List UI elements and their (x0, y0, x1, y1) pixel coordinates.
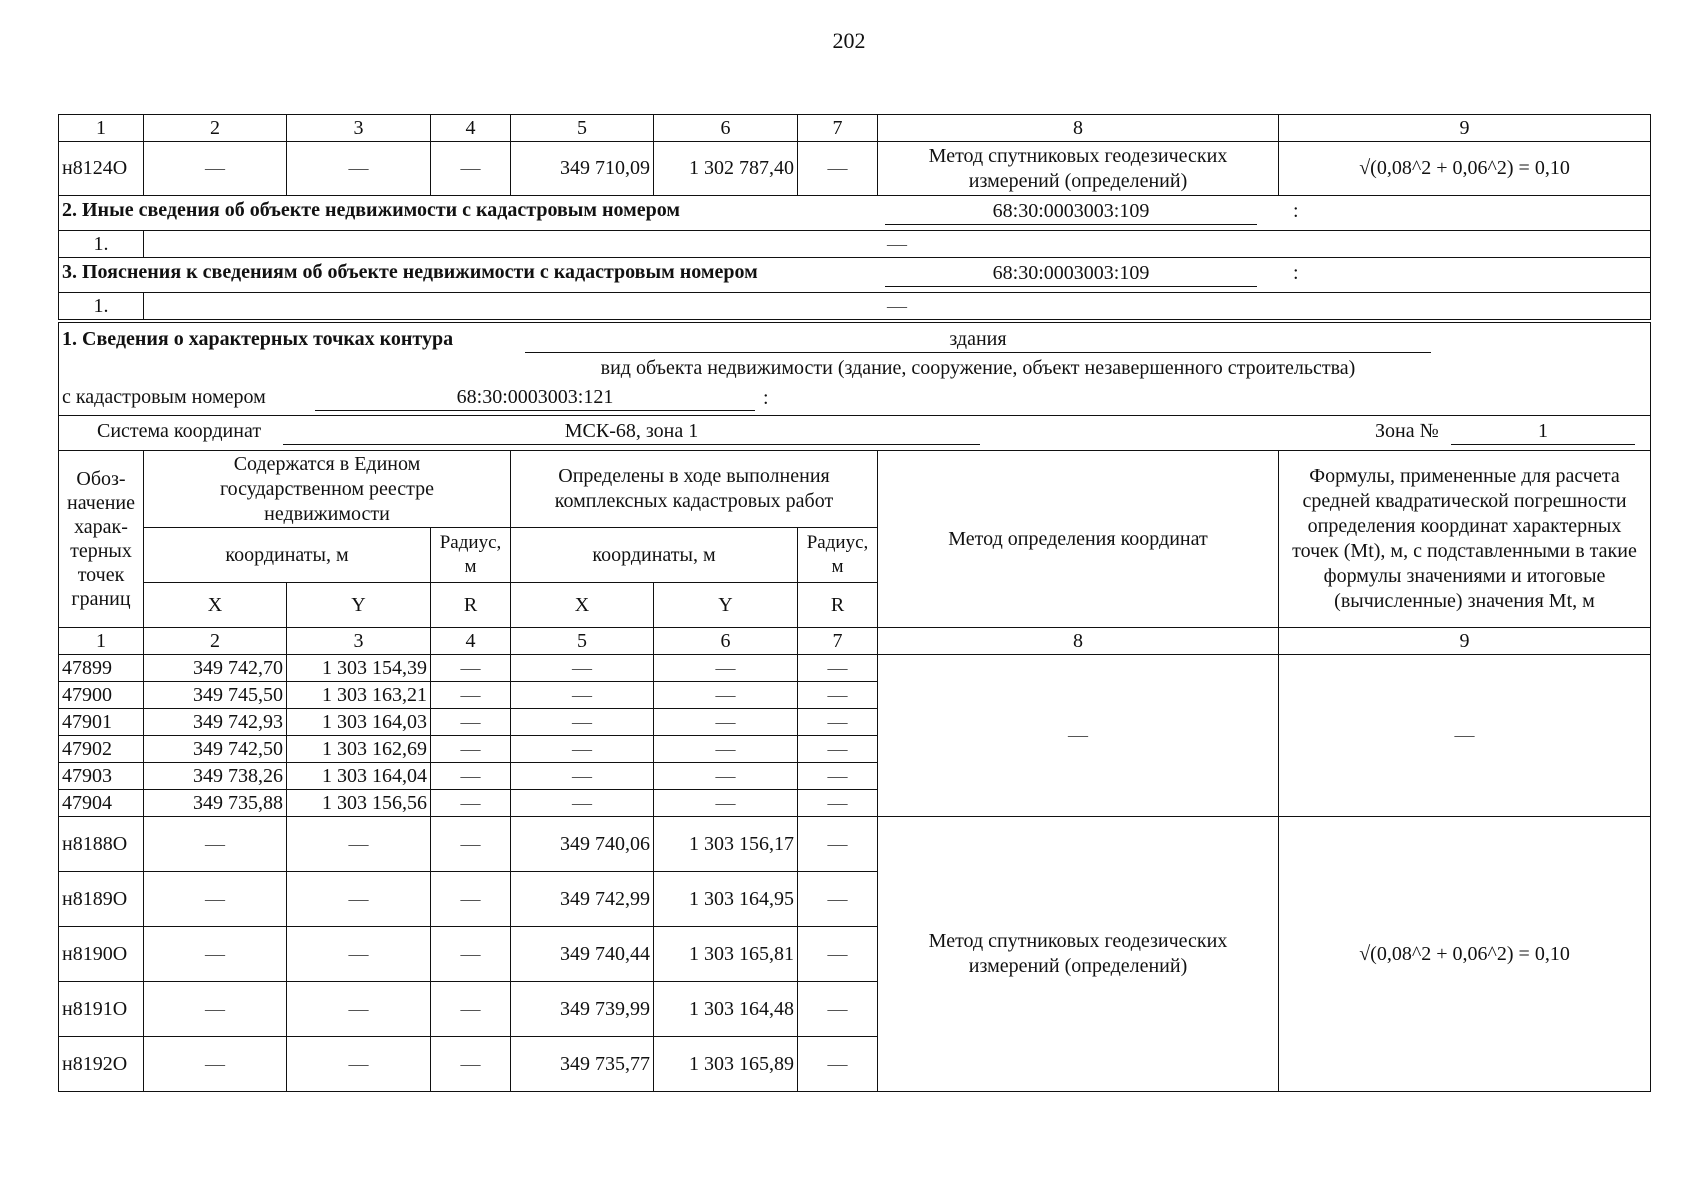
coord-x: 349 740,44 (511, 927, 654, 982)
column-number: 4 (431, 115, 511, 142)
header-row-1 (59, 451, 1651, 528)
formula-cell: √(0,08^2 + 0,06^2) = 0,10 (1279, 817, 1651, 1092)
point-id: н8188О (59, 817, 144, 872)
cadastral-sheet (58, 114, 1650, 1092)
section2-item (59, 231, 1651, 258)
column-number: 6 (654, 115, 798, 142)
formula-cell: √(0,08^2 + 0,06^2) = 0,10 (1279, 142, 1651, 196)
cell-dash: — (144, 817, 287, 872)
header-r: R (431, 583, 511, 628)
section3-cadnum: 68:30:0003003:109 (885, 261, 1257, 287)
cell-dash: — (144, 142, 287, 196)
coord-x: 349 739,99 (511, 982, 654, 1037)
point-id: н8189О (59, 872, 144, 927)
cell-dash: — (798, 709, 878, 736)
cell-dash: — (287, 142, 431, 196)
coord-y: 1 303 163,21 (287, 682, 431, 709)
cell-dash: — (798, 927, 878, 982)
cell-dash: — (431, 709, 511, 736)
cell-dash: — (654, 709, 798, 736)
coord-system-label: Система координат (97, 420, 262, 442)
header-method: Метод определения координат (878, 451, 1279, 628)
point-id: 47904 (59, 790, 144, 817)
cadnum-label: с кадастровым номером (62, 386, 266, 408)
header-formula: Формулы, примененные для расчета средней квадратической погрешности определения координат характерных точек (Mt), м, с подставленными в такие формулы значениями и итоговые (вычисленные) значения Mt, м (1279, 451, 1651, 628)
cell-dash: — (798, 817, 878, 872)
cell-dash: — (654, 736, 798, 763)
coord-x: 349 740,06 (511, 817, 654, 872)
coord-y: 1 303 156,56 (287, 790, 431, 817)
coord-x: 349 742,93 (144, 709, 287, 736)
cell-dash: — (144, 872, 287, 927)
coord-y: 1 302 787,40 (654, 142, 798, 196)
cell-dash: — (511, 682, 654, 709)
column-number: 1 (59, 628, 144, 655)
column-number: 5 (511, 628, 654, 655)
points-table (58, 114, 1651, 1092)
coord-x: 349 735,77 (511, 1037, 654, 1092)
section1-cadnum: 68:30:0003003:121 (315, 385, 755, 411)
point-id: н8124О (59, 142, 144, 196)
column-number: 8 (878, 115, 1279, 142)
point-id: н8190О (59, 927, 144, 982)
section3-header (59, 258, 1651, 293)
cell-dash: — (431, 817, 511, 872)
header-x: X (511, 583, 654, 628)
cell-dash: — (431, 655, 511, 682)
cell-dash: — (798, 736, 878, 763)
point-id: 47902 (59, 736, 144, 763)
item-number: 1. (59, 231, 144, 258)
section3-title: 3. Пояснения к сведениям об объекте недвижимости с кадастровым номером (62, 261, 758, 283)
table-row (59, 655, 1651, 682)
cell-dash: — (511, 790, 654, 817)
cell-dash: — (798, 872, 878, 927)
header-point-designation: Обоз-начение харак-терных точек границ (59, 451, 144, 628)
coord-x: 349 735,88 (144, 790, 287, 817)
item-value: — (144, 293, 1651, 322)
header-ccw: Определены в ходе выполнения комплексных кадастровых работ (511, 451, 878, 528)
page-number: 202 (832, 28, 866, 53)
cell-dash: — (654, 763, 798, 790)
section3-item (59, 293, 1651, 322)
coord-y: 1 303 154,39 (287, 655, 431, 682)
object-type-hint: вид объекта недвижимости (здание, сооружение, объект незавершенного строительства) (600, 357, 1356, 379)
table-row (59, 142, 1651, 196)
cell-dash: — (431, 872, 511, 927)
point-id: 47900 (59, 682, 144, 709)
table-row (59, 817, 1651, 872)
coord-x: 349 742,70 (144, 655, 287, 682)
cell-dash: — (431, 736, 511, 763)
colon: : (1293, 200, 1299, 222)
coord-system-row (59, 416, 1651, 451)
column-number: 9 (1279, 628, 1651, 655)
coord-y: 1 303 162,69 (287, 736, 431, 763)
coord-y: 1 303 156,17 (654, 817, 798, 872)
column-number: 3 (287, 628, 431, 655)
coord-y: 1 303 164,95 (654, 872, 798, 927)
header-r: R (798, 583, 878, 628)
section2-cadnum: 68:30:0003003:109 (885, 199, 1257, 225)
coord-x: 349 742,99 (511, 872, 654, 927)
point-id: 47899 (59, 655, 144, 682)
object-type: здания (525, 327, 1431, 353)
zone-value: 1 (1451, 419, 1635, 445)
cell-dash: — (287, 817, 431, 872)
formula-cell: — (1279, 655, 1651, 817)
cell-dash: — (431, 982, 511, 1037)
cell-dash: — (798, 655, 878, 682)
cell-dash: — (798, 790, 878, 817)
coord-y: 1 303 165,81 (654, 927, 798, 982)
cell-dash: — (798, 982, 878, 1037)
section1-title: 1. Сведения о характерных точках контура (62, 328, 454, 350)
coord-x: 349 745,50 (144, 682, 287, 709)
coord-x: 349 742,50 (144, 736, 287, 763)
cell-dash: — (431, 927, 511, 982)
cell-dash: — (511, 655, 654, 682)
cell-dash: — (287, 1037, 431, 1092)
column-numbers-row (59, 628, 1651, 655)
header-coords-egrn: координаты, м (144, 528, 431, 583)
header-radius-egrn: Радиус, м (431, 528, 511, 583)
coord-x: 349 738,26 (144, 763, 287, 790)
column-number: 2 (144, 628, 287, 655)
column-number: 7 (798, 115, 878, 142)
cell-dash: — (511, 736, 654, 763)
column-number: 3 (287, 115, 431, 142)
cell-dash: — (144, 1037, 287, 1092)
coord-system-value: МСК-68, зона 1 (283, 419, 980, 445)
section2-title: 2. Иные сведения об объекте недвижимости с кадастровым номером (62, 199, 681, 221)
header-y: Y (654, 583, 798, 628)
point-id: 47903 (59, 763, 144, 790)
cell-dash: — (144, 982, 287, 1037)
item-number: 1. (59, 293, 144, 322)
cell-dash: — (144, 927, 287, 982)
section2-header (59, 196, 1651, 231)
coord-y: 1 303 164,03 (287, 709, 431, 736)
item-value: — (144, 231, 1651, 258)
column-number: 5 (511, 115, 654, 142)
coord-y: 1 303 164,48 (654, 982, 798, 1037)
point-id: 47901 (59, 709, 144, 736)
header-y: Y (287, 583, 431, 628)
cell-dash: — (431, 763, 511, 790)
column-number: 7 (798, 628, 878, 655)
cell-dash: — (287, 872, 431, 927)
coord-y: 1 303 164,04 (287, 763, 431, 790)
cell-dash: — (431, 142, 511, 196)
cell-dash: — (798, 1037, 878, 1092)
point-id: н8192О (59, 1037, 144, 1092)
cell-dash: — (287, 927, 431, 982)
cell-dash: — (511, 709, 654, 736)
cell-dash: — (798, 763, 878, 790)
colon: : (1293, 262, 1299, 284)
header-x: X (144, 583, 287, 628)
header-coords-ccw: координаты, м (511, 528, 798, 583)
column-number: 1 (59, 115, 144, 142)
coord-y: 1 303 165,89 (654, 1037, 798, 1092)
cell-dash: — (431, 1037, 511, 1092)
method-cell: Метод спутниковых геодезических измерений (определений) (878, 817, 1279, 1092)
column-numbers-row (59, 115, 1651, 142)
header-egrn: Содержатся в Едином государственном реестре недвижимости (144, 451, 511, 528)
column-number: 6 (654, 628, 798, 655)
header-radius-ccw: Радиус, м (798, 528, 878, 583)
column-number: 2 (144, 115, 287, 142)
method-cell: Метод спутниковых геодезических измерений (определений) (878, 142, 1279, 196)
cell-dash: — (654, 790, 798, 817)
cell-dash: — (654, 682, 798, 709)
column-number: 9 (1279, 115, 1651, 142)
cell-dash: — (654, 655, 798, 682)
column-number: 8 (878, 628, 1279, 655)
cell-dash: — (431, 682, 511, 709)
cell-dash: — (798, 142, 878, 196)
section1-header (59, 321, 1651, 416)
cell-dash: — (798, 682, 878, 709)
cell-dash: — (511, 763, 654, 790)
cell-dash: — (431, 790, 511, 817)
method-cell: — (878, 655, 1279, 817)
cell-dash: — (287, 982, 431, 1037)
zone-label: Зона № (1375, 420, 1439, 442)
column-number: 4 (431, 628, 511, 655)
coord-x: 349 710,09 (511, 142, 654, 196)
colon: : (763, 387, 769, 409)
point-id: н8191О (59, 982, 144, 1037)
